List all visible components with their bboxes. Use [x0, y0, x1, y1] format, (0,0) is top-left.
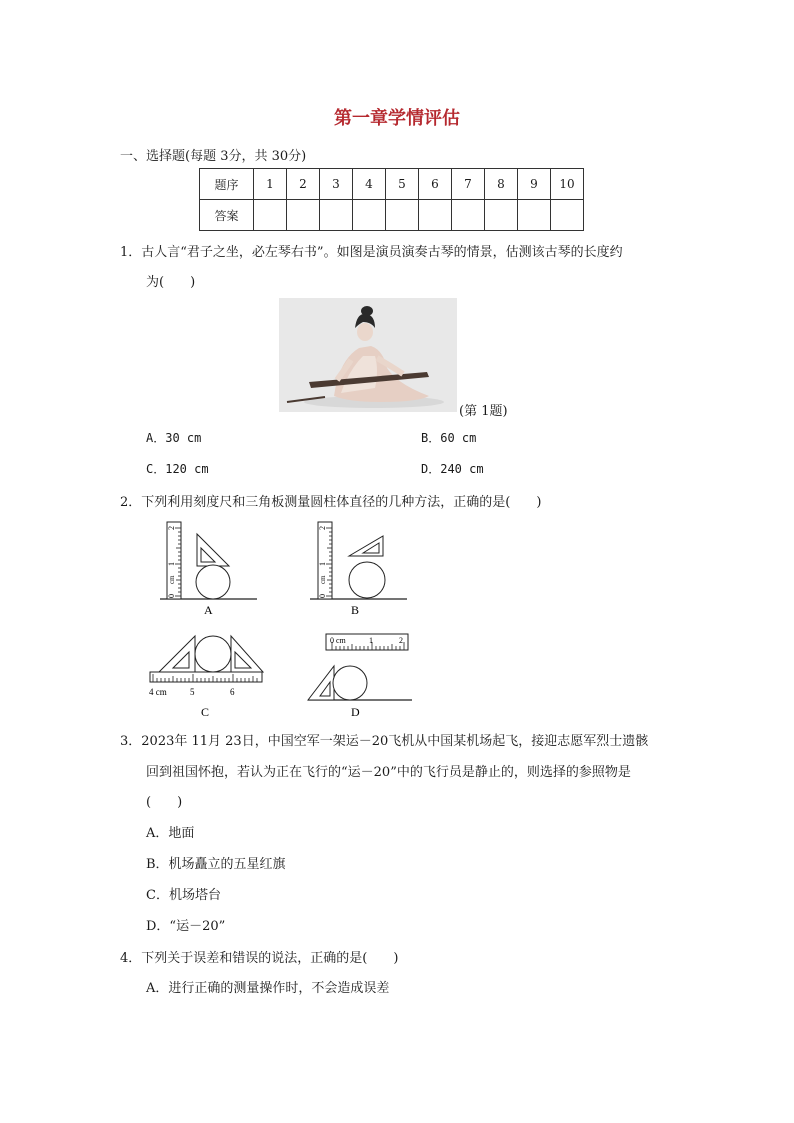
answer-cell[interactable] [287, 200, 320, 231]
option-b[interactable]: B．60 cm [421, 431, 477, 445]
table-cell: 10 [551, 169, 584, 200]
table-cell: 3 [320, 169, 353, 200]
question-3-text-cont: 回到祖国怀抱，若认为正在飞行的“运－20”中的飞行员是静止的，则选择的参照物是 [146, 765, 631, 780]
table-cell: 5 [386, 169, 419, 200]
page-title: 第一章学情评估 [334, 108, 460, 129]
ruler-tick-4cm: 4 cm [149, 687, 167, 697]
ruler-tick-0cm: 0 cm [330, 636, 346, 645]
question-4-text: 4．下列关于误差和错误的说法，正确的是( ) [120, 951, 399, 966]
option-d[interactable]: D．240 cm [421, 462, 484, 476]
figure-d-measurement [300, 628, 415, 723]
answer-cell[interactable] [551, 200, 584, 231]
ruler-unit: cm [168, 575, 176, 584]
ruler-tick-5: 5 [190, 687, 195, 697]
option-c[interactable]: C．120 cm [146, 462, 209, 476]
question-1-text: 1．古人言“君子之坐，必左琴右书”。如图是演员演奏古琴的情景，估测该古琴的长度约 [120, 245, 623, 260]
table-row [200, 200, 584, 231]
table-cell: 1 [254, 169, 287, 200]
option-c[interactable]: C．机场塔台 [146, 888, 221, 903]
answer-cell[interactable] [518, 200, 551, 231]
question-3-paren: ( ) [146, 795, 183, 810]
answer-cell[interactable] [419, 200, 452, 231]
answer-cell[interactable] [386, 200, 419, 231]
ruler-tick-1: 1 [369, 636, 373, 645]
option-a[interactable]: A．进行正确的测量操作时，不会造成误差 [146, 981, 390, 996]
figure-b-measurement [305, 518, 415, 618]
ruler-tick-2: 2 [399, 636, 403, 645]
answer-cell[interactable] [254, 200, 287, 231]
table-cell: 2 [287, 169, 320, 200]
ruler-tick-6: 6 [230, 687, 235, 697]
ruler-tick-0: 0 [318, 594, 327, 598]
question-2-text: 2．下列利用刻度尺和三角板测量圆柱体直径的几种方法，正确的是( ) [120, 495, 542, 510]
answer-table [199, 168, 584, 231]
answer-cell[interactable] [320, 200, 353, 231]
guqin-performer-photo [279, 298, 457, 412]
table-row [200, 169, 584, 200]
figure-caption: (第 1题) [459, 404, 508, 419]
option-d[interactable]: D．“运－20” [146, 919, 226, 934]
ruler-tick-2: 2 [318, 526, 327, 530]
ruler-unit: cm [319, 575, 327, 584]
ruler-tick-1: 1 [167, 562, 176, 566]
answer-cell[interactable] [452, 200, 485, 231]
answer-cell[interactable] [485, 200, 518, 231]
table-cell: 6 [419, 169, 452, 200]
figure-a-measurement [155, 518, 265, 618]
table-cell: 9 [518, 169, 551, 200]
figure-c-measurement [145, 628, 270, 723]
table-header-cell: 答案 [200, 200, 254, 231]
figure-label-d: D [351, 705, 360, 719]
table-header-cell: 题序 [200, 169, 254, 200]
option-b[interactable]: B．机场矗立的五星红旗 [146, 857, 286, 872]
question-1-text-cont: 为( ) [146, 275, 196, 290]
table-cell: 4 [353, 169, 386, 200]
option-a[interactable]: A．地面 [146, 826, 195, 841]
table-cell: 8 [485, 169, 518, 200]
ruler-tick-2: 2 [167, 526, 176, 530]
ruler-tick-0: 0 [167, 594, 176, 598]
answer-cell[interactable] [353, 200, 386, 231]
table-cell: 7 [452, 169, 485, 200]
figure-label-a: A [204, 603, 213, 617]
ruler-tick-1: 1 [318, 562, 327, 566]
figure-label-c: C [201, 705, 210, 719]
figure-label-b: B [351, 603, 360, 617]
option-a[interactable]: A．30 cm [146, 431, 202, 445]
guqin-performer-image [279, 298, 457, 412]
question-3-text: 3．2023年 11月 23日，中国空军一架运－20飞机从中国某机场起飞，接迎志愿军烈士遗骸 [120, 734, 649, 749]
section-heading: 一、选择题(每题 3分，共 30分) [120, 149, 307, 164]
